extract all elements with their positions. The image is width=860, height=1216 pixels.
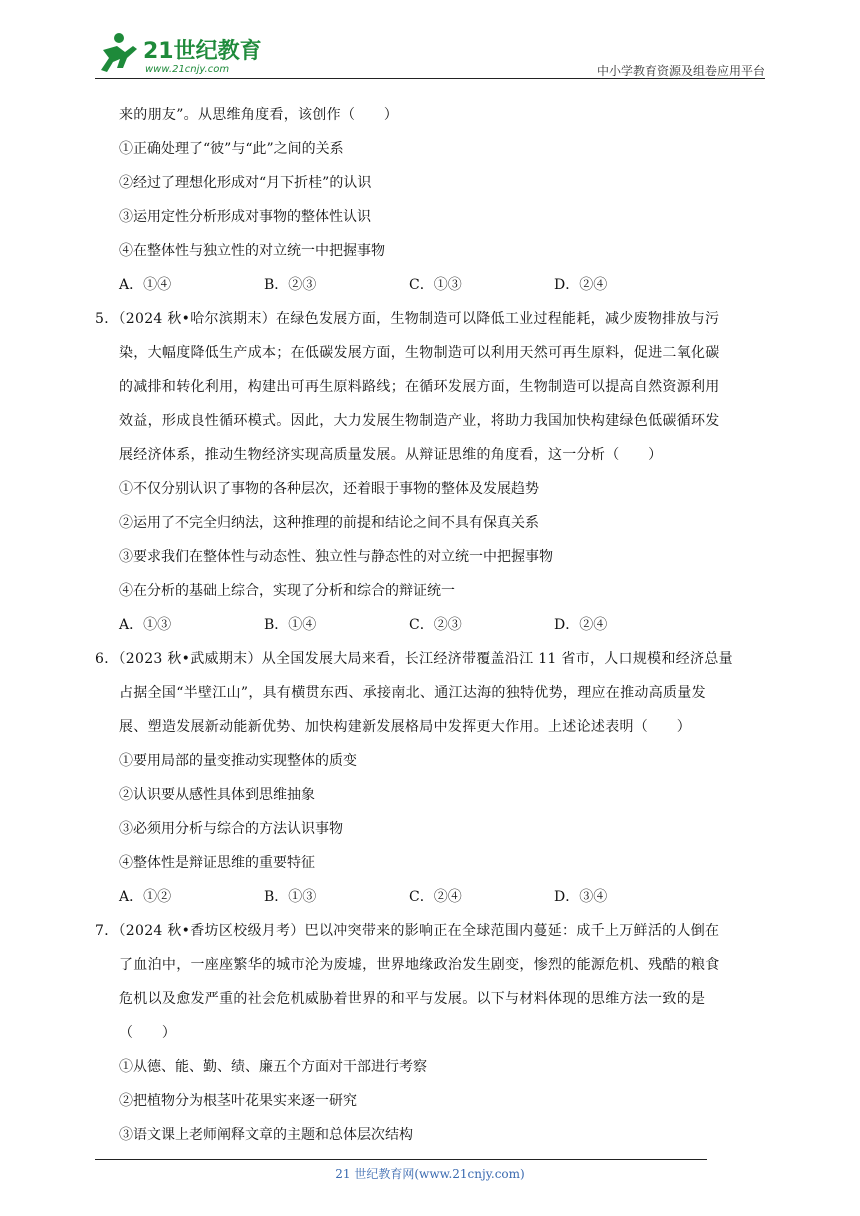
- q7-option-3: ③语文课上老师阐释文章的主题和总体层次结构: [119, 1127, 413, 1143]
- platform-name: 中小学教育资源及组卷应用平台: [596, 64, 765, 78]
- q4-answer-b: B．②③: [264, 277, 317, 293]
- q4-answer-d: D．②④: [554, 277, 608, 293]
- q7-stem-line-2: 了血泊中，一座座繁华的城市沦为废墟，世界地缘政治发生剧变，惨烈的能源危机、残酷的粮食: [119, 957, 720, 973]
- q5-option-4: ④在分析的基础上综合，实现了分析和综合的辩证统一: [119, 583, 455, 599]
- site-logo: [95, 28, 265, 78]
- q5-stem-line-3: 的减排和转化利用，构建出可再生原料路线；在循环发展方面，生物制造可以提高自然资源利用: [119, 379, 720, 395]
- q6-answer-b: B．①③: [264, 889, 317, 905]
- svg-text:www.21cnjy.com: www.21cnjy.com: [145, 64, 230, 75]
- q5-option-1: ①不仅分别认识了事物的各种层次，还着眼于事物的整体及发展趋势: [119, 481, 539, 497]
- page-header: [95, 28, 765, 80]
- q5-stem-line-4: 效益，形成良性循环模式。因此，大力发展生物制造产业，将助力我国加快构建绿色低碳循环发: [119, 413, 720, 429]
- q6-stem-line-3: 展、塑造发展新动能新优势、加快构建新发展格局中发挥更大作用。上述论述表明（ ）: [119, 719, 691, 735]
- question-content: [95, 98, 765, 1152]
- q5-option-2: ②运用了不完全归纳法，这种推理的前提和结论之间不具有保真关系: [119, 515, 539, 531]
- q4-option-2: ②经过了理想化形成对“月下折桂”的认识: [119, 175, 372, 191]
- q4-option-1: ①正确处理了“彼”与“此”之间的关系: [119, 141, 344, 157]
- q6-stem-line-1: 6．（2023 秋•武威期末）从全国发展大局来看，长江经济带覆盖沿江 11 省市，人口规模和经济总量: [95, 651, 733, 667]
- q6-option-1: ①要用局部的量变推动实现整体的质变: [119, 753, 357, 769]
- q6-option-2: ②认识要从感性具体到思维抽象: [119, 787, 315, 803]
- q6-answer-d: D．③④: [554, 889, 608, 905]
- q6-option-3: ③必须用分析与综合的方法认识事物: [119, 821, 343, 837]
- q7-stem-line-1: 7．（2024 秋•香坊区校级月考）巴以冲突带来的影响正在全球范围内蔓延：成千上万鲜活的人倒在: [95, 923, 720, 939]
- q5-stem-line-1: 5．（2024 秋•哈尔滨期末）在绿色发展方面，生物制造可以降低工业过程能耗，减少废物排放与污: [95, 311, 720, 327]
- q4-option-4: ④在整体性与独立性的对立统一中把握事物: [119, 243, 385, 259]
- q6-answer-c: C．②④: [409, 889, 462, 905]
- q4-answer-choices: [95, 268, 765, 302]
- q7-stem-line-4: （ ）: [119, 1025, 177, 1041]
- q5-option-3: ③要求我们在整体性与动态性、独立性与静态性的对立统一中把握事物: [119, 549, 553, 565]
- q5-answer-b: B．①④: [264, 617, 317, 633]
- q6-answer-a: A．①②: [119, 889, 172, 905]
- q4-option-3: ③运用定性分析形成对事物的整体性认识: [119, 209, 371, 225]
- page-footer: 21 世纪教育网(www.21cnjy.com): [335, 1167, 525, 1181]
- q4-stem-tail: 来的朋友”。从思维角度看，该创作（ ）: [119, 107, 399, 123]
- q4-answer-c: C．①③: [409, 277, 462, 293]
- q5-stem-line-5: 展经济体系，推动生物经济实现高质量发展。从辩证思维的角度看，这一分析（ ）: [119, 447, 663, 463]
- q6-option-4: ④整体性是辩证思维的重要特征: [119, 855, 315, 871]
- header-divider: [95, 78, 765, 79]
- svg-text:21世纪教育: 21世纪教育: [143, 39, 262, 64]
- q7-stem-line-3: 危机以及愈发严重的社会危机威胁着世界的和平与发展。以下与材料体现的思维方法一致的是: [119, 991, 706, 1007]
- q7-option-2: ②把植物分为根茎叶花果实来逐一研究: [119, 1093, 357, 1109]
- q4-answer-a: A．①④: [119, 277, 172, 293]
- q6-stem-line-2: 占据全国“半壁江山”，具有横贯东西、承接南北、通江达海的独特优势，理应在推动高质量发: [119, 685, 706, 701]
- q5-answer-d: D．②④: [554, 617, 608, 633]
- q5-stem-line-2: 染，大幅度降低生产成本；在低碳发展方面，生物制造可以利用天然可再生原料，促进二氧化碳: [119, 345, 720, 361]
- q5-answer-c: C．②③: [409, 617, 462, 633]
- runner-logo-icon: [95, 28, 265, 78]
- q5-answer-choices: [95, 608, 765, 642]
- q6-answer-choices: [95, 880, 765, 914]
- q7-option-1: ①从德、能、勤、绩、廉五个方面对干部进行考察: [119, 1059, 427, 1075]
- q5-answer-a: A．①③: [119, 617, 172, 633]
- footer-divider: [95, 1159, 707, 1160]
